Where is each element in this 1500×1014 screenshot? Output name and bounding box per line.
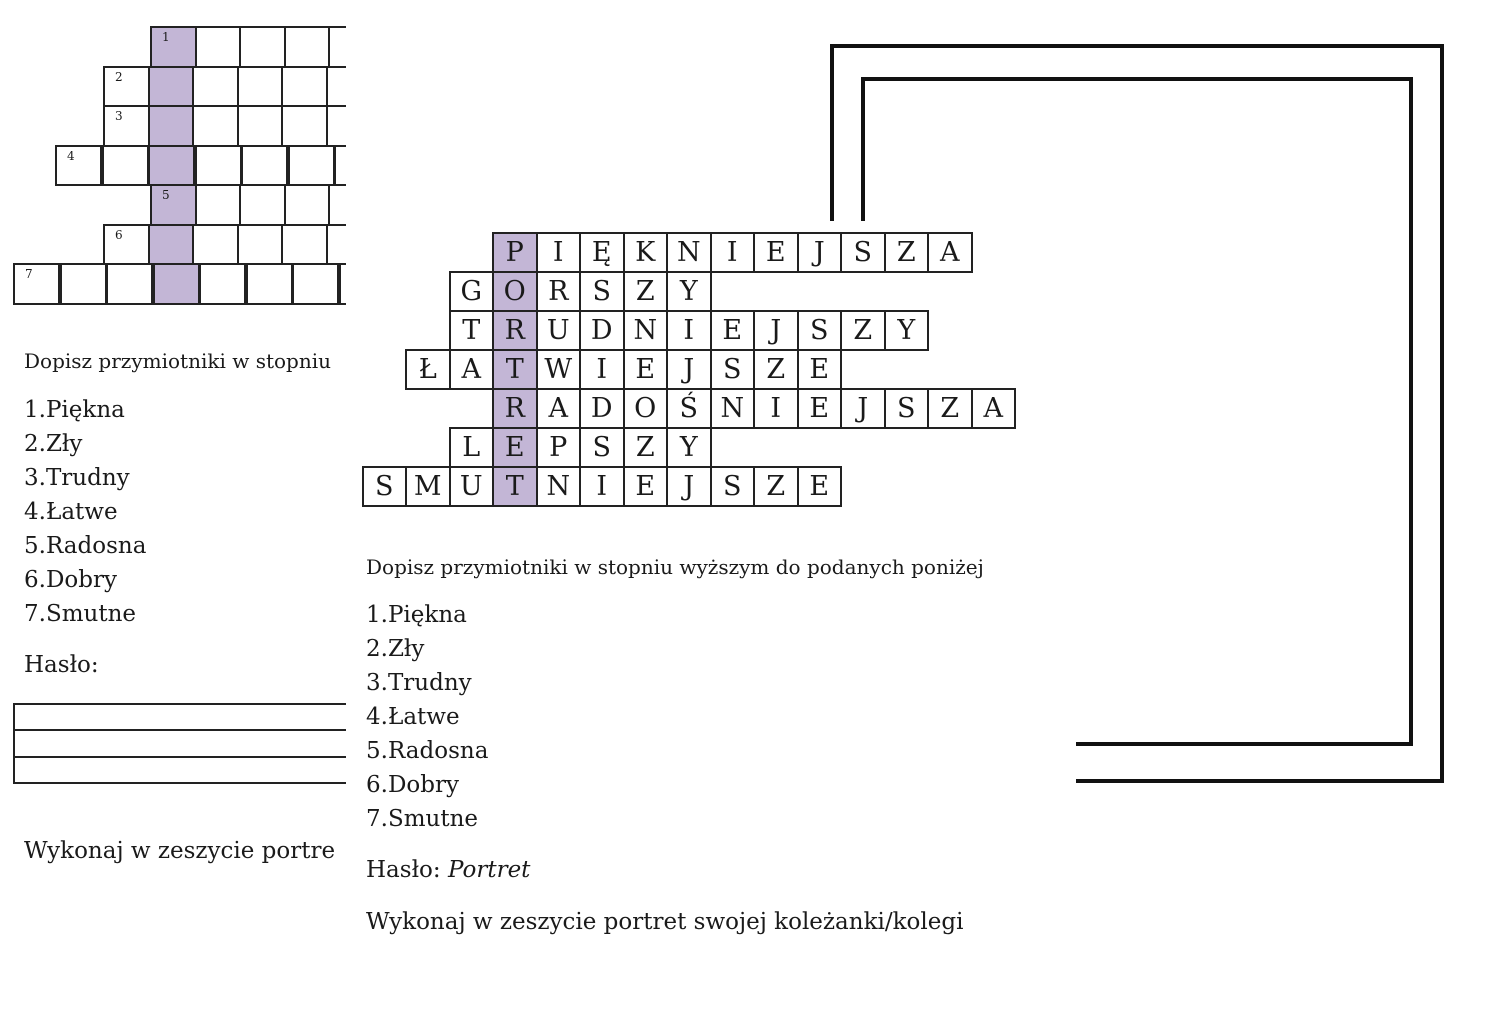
left-word-7: 7.Smutne [24,601,136,627]
answer-line-2 [14,729,346,731]
cell-letter: I [596,354,608,385]
blank-cell [239,184,286,226]
cell-letter: S [592,276,611,307]
blank-cell [106,263,153,305]
cell-letter: N [546,471,571,502]
blank-worksheet [0,0,346,1014]
letter-cell [449,349,495,390]
clue-number: 4 [67,148,75,163]
letter-cell [536,349,582,390]
letter-cell [797,349,843,390]
answer-box-edge [13,703,15,784]
letter-cell [623,466,669,507]
cell-letter: Z [635,432,655,463]
key-letter-cell [492,388,538,429]
blank-cell [237,224,284,266]
letter-cell [753,466,799,507]
blank-cell [284,26,331,68]
letter-cell [971,388,1017,429]
left-word-4: 4.Łatwe [24,499,118,525]
blank-cell [237,66,284,108]
cell-letter: W [544,354,573,385]
right-word-list [366,598,488,836]
clue-number: 7 [25,267,33,281]
cell-letter: E [722,315,743,346]
letter-cell [623,310,669,351]
cell-letter: D [590,315,613,346]
letter-cell [579,466,625,507]
cell-letter: Z [766,354,786,385]
left-word-5: 5.Radosna [24,533,147,559]
left-haslo-label: Hasło: [24,652,99,678]
letter-cell [623,271,669,312]
blank-cell [192,66,239,108]
right-haslo-answer: Portret [447,857,531,883]
blank-cell [103,224,150,266]
cell-letter: A [983,393,1003,424]
letter-cell [666,388,712,429]
left-word-6: 6.Dobry [24,567,117,593]
blank-cell [239,26,286,68]
letter-cell [710,466,756,507]
letter-cell [579,310,625,351]
letter-cell [536,232,582,273]
blank-cell [241,145,288,187]
key-letter-cell [492,232,538,273]
cell-letter: U [546,315,570,346]
cell-letter: J [813,237,825,268]
letter-cell [449,271,495,312]
letter-cell [797,310,843,351]
blank-cell [326,105,347,147]
right-word-6: 6.Dobry [366,772,459,798]
left-word-2: 2.Zły [24,431,83,457]
cell-letter: Y [897,315,916,346]
cell-letter: J [770,315,782,346]
blank-cell [246,263,293,305]
cell-letter: T [505,471,524,502]
cell-letter: E [635,471,656,502]
blank-cell [237,105,284,147]
right-word-5: 5.Radosna [366,738,489,764]
letter-cell [753,232,799,273]
letter-cell [449,466,495,507]
blank-cell [326,66,347,108]
letter-cell [666,349,712,390]
cell-letter: I [726,237,738,268]
blank-cell [195,26,242,68]
cell-letter: A [548,393,568,424]
letter-cell [884,232,930,273]
cell-letter: Ś [679,393,698,424]
letter-cell [666,310,712,351]
letter-cell [927,388,973,429]
cell-letter: S [897,393,916,424]
blank-cell [103,66,150,108]
letter-cell [666,466,712,507]
left-word-list [24,393,146,631]
letter-cell [666,232,712,273]
blank-cell [281,224,328,266]
right-word-4: 4.Łatwe [366,704,460,730]
cell-letter: D [590,393,613,424]
answer-line-1 [14,703,346,705]
blank-cell [339,263,347,305]
blank-cell [281,66,328,108]
clue-number: 2 [115,69,123,84]
cell-letter: E [809,354,830,385]
cell-letter: G [460,276,483,307]
cell-letter: I [770,393,782,424]
cell-letter: S [723,471,742,502]
letter-cell [710,232,756,273]
key-letter-cell [492,310,538,351]
cell-letter: N [676,237,701,268]
letter-cell [666,427,712,468]
letter-cell [710,388,756,429]
cell-letter: L [462,432,481,463]
blank-cell [334,145,346,187]
letter-cell [753,388,799,429]
letter-cell [623,427,669,468]
cell-letter: T [505,354,524,385]
blank-cell [148,145,195,187]
cell-letter: Ł [418,354,437,385]
blank-cell [102,145,149,187]
blank-cell [199,263,246,305]
letter-cell [405,466,451,507]
cell-letter: I [683,315,695,346]
letter-cell [536,427,582,468]
right-haslo-label: Hasło: [366,857,441,883]
cell-letter: S [592,432,611,463]
letter-cell [579,349,625,390]
blank-cell [284,184,331,226]
cell-letter: J [857,393,869,424]
blank-cell [288,145,335,187]
letter-cell [884,310,930,351]
cell-letter: M [413,471,442,502]
letter-cell [884,388,930,429]
letter-cell [666,271,712,312]
letter-cell [362,466,408,507]
blank-cell [153,263,200,305]
left-word-1: 1.Piękna [24,397,125,423]
letter-cell [753,310,799,351]
key-letter-cell [492,466,538,507]
right-instruction: Dopisz przymiotniki w stopniu wyższym do podanych poniżej [366,555,984,579]
cell-letter: I [552,237,564,268]
right-word-7: 7.Smutne [366,806,478,832]
clue-number: 3 [115,109,123,123]
blank-cell [148,224,195,266]
cell-letter: E [504,432,525,463]
letter-cell [449,310,495,351]
letter-cell [536,466,582,507]
cell-letter: O [503,276,526,307]
cell-letter: R [504,393,525,424]
letter-cell [536,310,582,351]
cell-letter: I [596,471,608,502]
right-haslo [366,857,530,883]
blank-cell [192,105,239,147]
cell-letter: R [504,315,525,346]
right-word-3: 3.Trudny [366,670,472,696]
letter-cell [840,232,886,273]
letter-cell [536,271,582,312]
blank-cell [150,26,197,68]
blank-cell [150,184,197,226]
cell-letter: U [459,471,483,502]
key-letter-cell [492,349,538,390]
blank-cell [292,263,339,305]
letter-cell [579,232,625,273]
blank-cell [148,66,195,108]
letter-cell [579,388,625,429]
letter-cell [710,349,756,390]
letter-cell [579,427,625,468]
key-letter-cell [492,427,538,468]
cell-letter: R [548,276,569,307]
letter-cell [579,271,625,312]
blank-cell [55,145,102,187]
blank-cell [148,105,195,147]
blank-cell [192,224,239,266]
cell-letter: P [549,432,568,463]
cell-letter: J [683,471,695,502]
letter-cell [449,427,495,468]
solved-worksheet [346,0,1500,1014]
blank-cell [326,224,347,266]
blank-cell [281,105,328,147]
cell-letter: Z [853,315,873,346]
cell-letter: Z [896,237,916,268]
letter-cell [710,310,756,351]
cell-letter: S [853,237,872,268]
letter-cell [927,232,973,273]
cell-letter: S [810,315,829,346]
key-letter-cell [492,271,538,312]
letter-cell [405,349,451,390]
left-word-3: 3.Trudny [24,465,130,491]
blank-cell [195,184,242,226]
left-task: Wykonaj w zeszycie portre [24,838,336,864]
clue-number: 6 [115,227,123,242]
letter-cell [753,349,799,390]
letter-cell [623,232,669,273]
blank-cell [13,263,60,305]
letter-cell [840,310,886,351]
cell-letter: S [375,471,394,502]
cell-letter: E [765,237,786,268]
cell-letter: E [809,471,830,502]
cell-letter: Z [766,471,786,502]
cell-letter: E [635,354,656,385]
left-instruction: Dopisz przymiotniki w stopniu [24,349,332,373]
cell-letter: T [462,315,481,346]
cell-letter: K [635,237,656,268]
letter-cell [797,466,843,507]
cell-letter: Ę [591,237,612,268]
cell-letter: A [940,237,960,268]
blank-cell [103,105,150,147]
blank-cell [328,184,346,226]
letter-cell [623,388,669,429]
right-word-1: 1.Piękna [366,602,467,628]
letter-cell [623,349,669,390]
letter-cell [536,388,582,429]
cell-letter: Y [679,276,698,307]
answer-line-3 [14,756,346,758]
cell-letter: O [634,393,657,424]
cell-letter: Y [679,432,698,463]
answer-line-4 [14,782,346,784]
cell-letter: S [723,354,742,385]
right-word-2: 2.Zły [366,636,425,662]
blank-cell [195,145,242,187]
letter-cell [797,388,843,429]
cell-letter: Z [940,393,960,424]
letter-cell [797,232,843,273]
cell-letter: A [461,354,481,385]
blank-cell [60,263,107,305]
blank-cell [328,26,346,68]
letter-cell [840,388,886,429]
right-task: Wykonaj w zeszycie portret swojej koleżanki/kolegi [366,909,964,935]
clue-number: 5 [162,188,170,202]
cell-letter: E [809,393,830,424]
clue-number: 1 [162,30,170,44]
cell-letter: N [720,393,745,424]
cell-letter: Z [635,276,655,307]
cell-letter: N [633,315,658,346]
cell-letter: J [683,354,695,385]
cell-letter: P [505,237,524,268]
